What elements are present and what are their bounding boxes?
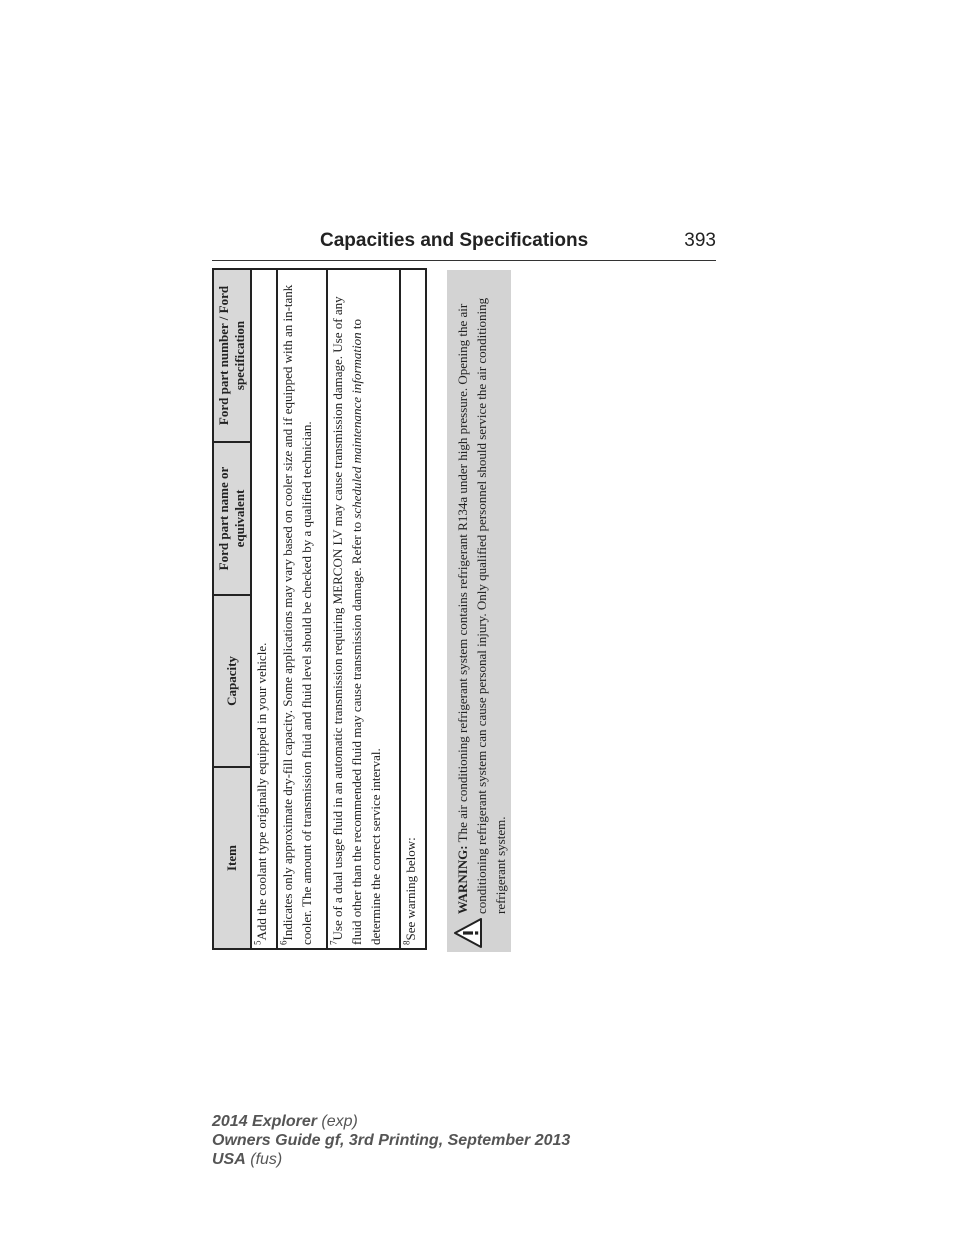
footnote-6: $^6$Indicates only approximate dry-fill capacity. Some applications may vary based on cooler size and if equipped with an in-tank cooler. The amount of transmission fluid and fluid level should be checked by a qualified technician. bbox=[277, 269, 327, 949]
warning-box bbox=[447, 270, 511, 952]
column-header-item: Item bbox=[213, 767, 251, 949]
column-header-part-name: Ford part name or equivalent bbox=[213, 442, 251, 595]
footer-model-line: 2014 Explorer (exp) bbox=[212, 1113, 358, 1130]
table-row bbox=[327, 269, 400, 949]
page-number: 393 bbox=[684, 230, 716, 251]
warning-label: WARNING: bbox=[455, 845, 470, 914]
page-footer bbox=[212, 1112, 570, 1169]
page-header bbox=[212, 230, 716, 261]
table-row bbox=[400, 269, 426, 949]
footer-market-line: USA (fus) bbox=[212, 1151, 283, 1168]
column-header-capacity: Capacity bbox=[213, 595, 251, 767]
maintenance-reference: scheduled maintenance information bbox=[348, 332, 364, 519]
warning-triangle-icon bbox=[453, 918, 483, 948]
table-row bbox=[251, 269, 277, 949]
footnote-5: $^5$Add the coolant type originally equipped in your vehicle. bbox=[251, 269, 277, 949]
table-header-row bbox=[213, 269, 251, 949]
warning-text: WARNING: The air conditioning refrigerant system contains refrigerant R134a under high pressure. Opening the air conditioning refrigerant system can cause personal injury. Only qualified personnel should service the air conditioning refrigerant system. bbox=[455, 297, 508, 914]
section-title: Capacities and Specifications bbox=[320, 230, 589, 251]
footer-guide-line: Owners Guide gf, 3rd Printing, September 2013 bbox=[212, 1132, 571, 1149]
column-header-part-number: Ford part number / Ford specification bbox=[213, 269, 251, 442]
capacities-table bbox=[212, 268, 427, 950]
footnote-8: $^8$See warning below: bbox=[400, 269, 426, 949]
table-row bbox=[277, 269, 327, 949]
footnote-7: $^7$Use of a dual usage fluid in an automatic transmission requiring MERCON LV may cause transmission damage. Use of any fluid other than the recommended fluid may cause transmission damage. Refer to scheduled maintenance information to determine the correct service interval. bbox=[327, 269, 400, 949]
